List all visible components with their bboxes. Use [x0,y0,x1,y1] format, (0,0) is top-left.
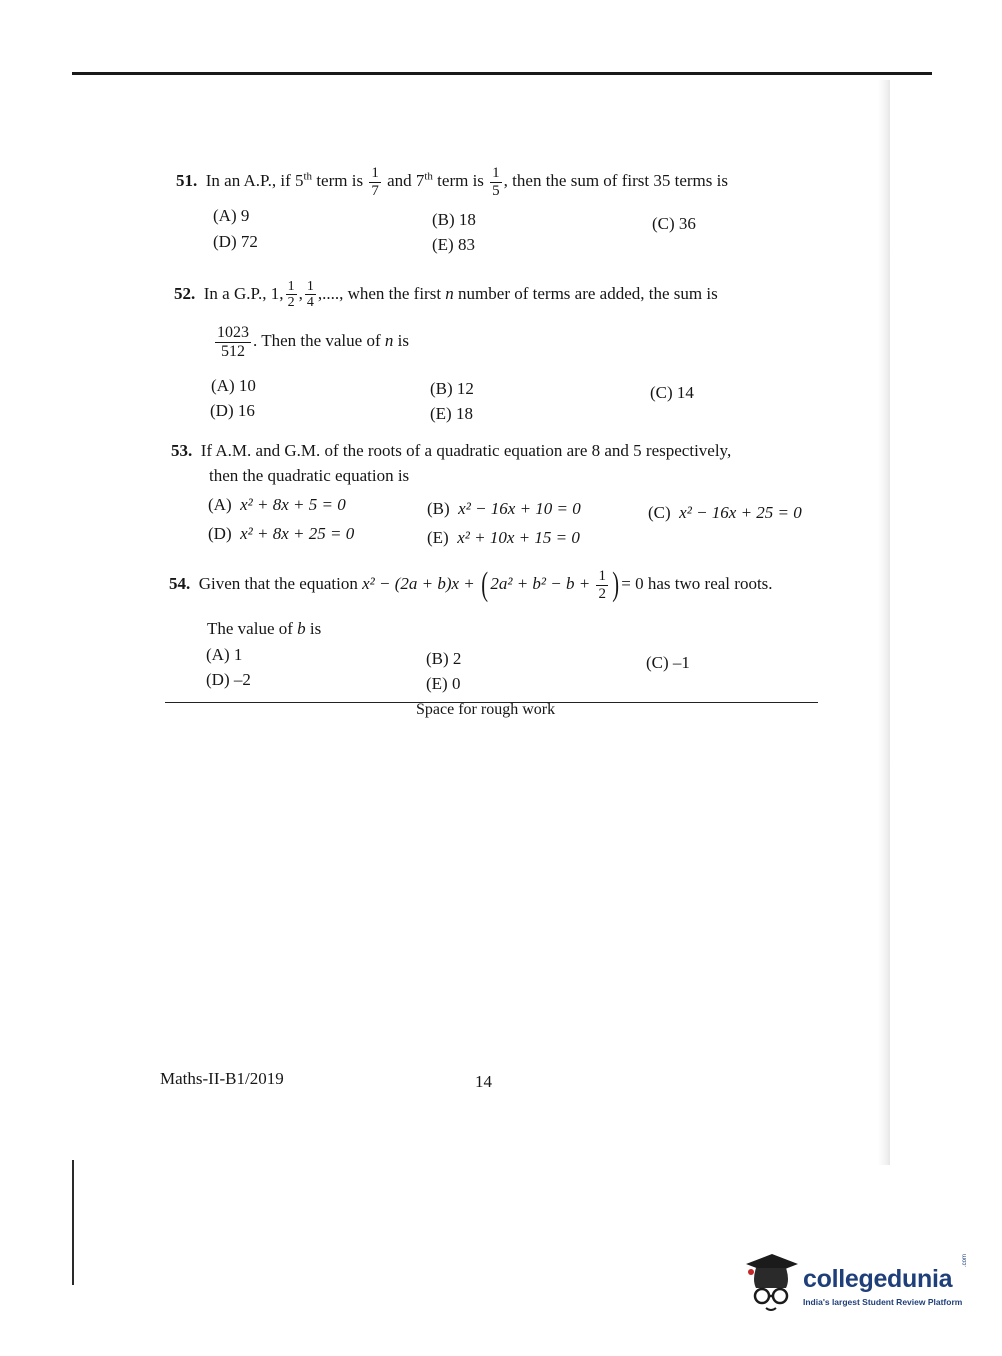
question-53-stem: 53. If A.M. and G.M. of the roots of a quadratic equation are 8 and 5 respectively, [171,441,732,460]
option-a: (A) 1 [206,645,243,664]
logo-tagline: India's largest Student Review Platform [803,1297,963,1307]
left-edge-line [72,1160,74,1285]
option-d: (D) 16 [210,401,255,420]
option-e: (E) 0 [426,674,461,693]
option-e: (E) 18 [430,404,473,423]
fraction: $\frac{1}{7}$ [371,165,379,199]
option-d: (D) –2 [206,670,251,689]
option-b: (B) x² − 16x + 10 = 0 [427,499,581,518]
question-54-stem: 54. Given that the equation x² − (2a + b)x + ( 2a² + b² − b + $\frac{1}{2}$ ) = 0 has two real roots. [169,566,773,603]
paper-code: Maths-II-B1/2019 [160,1069,284,1088]
left-paren: ( [481,566,489,603]
question-number: 53. [171,441,193,460]
question-number: 51. [176,170,198,190]
option-c: (C) 14 [650,383,694,402]
option-c: (C) –1 [646,653,690,672]
question-51-stem: 51. In an A.P., if 5th term is $\frac{1}{7}$ and 7th term is $\frac{1}{5}$ , then the sum of first 35 terms is [176,165,728,199]
page-number: 14 [475,1072,492,1091]
fraction: $\frac{1023}{512}$ [217,324,249,360]
question-52-line2: $\frac{1023}{512}$ . Then the value of n is [217,324,409,360]
option-a: (A) 10 [211,376,256,395]
question-number: 54. [169,573,191,593]
option-d: (D) 72 [213,232,258,251]
right-paren: ) [612,566,620,603]
question-53-line2: then the quadratic equation is [209,466,410,485]
page-edge-shadow [878,80,890,1165]
option-d: (D) x² + 8x + 25 = 0 [208,524,355,543]
option-c: (C) 36 [652,214,696,233]
mascot-icon [742,1250,800,1312]
option-b: (B) 2 [426,649,462,668]
question-54-line2: The value of b is [207,619,322,638]
logo-suffix: .com [962,1253,968,1267]
option-c: (C) x² − 16x + 25 = 0 [648,503,802,522]
option-e: (E) x² + 10x + 15 = 0 [427,528,580,547]
option-b: (B) 18 [432,210,476,229]
fraction: $\frac{1}{2}$ [598,568,606,602]
fraction: $\frac{1}{5}$ [492,165,500,199]
option-b: (B) 12 [430,379,474,398]
option-a: (A) x² + 8x + 5 = 0 [208,495,346,514]
option-a: (A) 9 [213,206,250,225]
question-52-stem: 52. In a G.P., 1, $\frac{1}{2}$ , $\frac{1}{4}$ ,...., when the first n number of terms are added, the sum is [174,279,718,311]
question-number: 52. [174,283,196,303]
logo-wordmark: collegedunia [803,1265,953,1293]
fraction: $\frac{1}{4}$ [306,279,314,311]
fraction: $\frac{1}{2}$ [287,279,295,311]
rough-work-label: Space for rough work [416,701,556,718]
top-border-line [72,72,932,75]
option-e: (E) 83 [432,235,475,254]
